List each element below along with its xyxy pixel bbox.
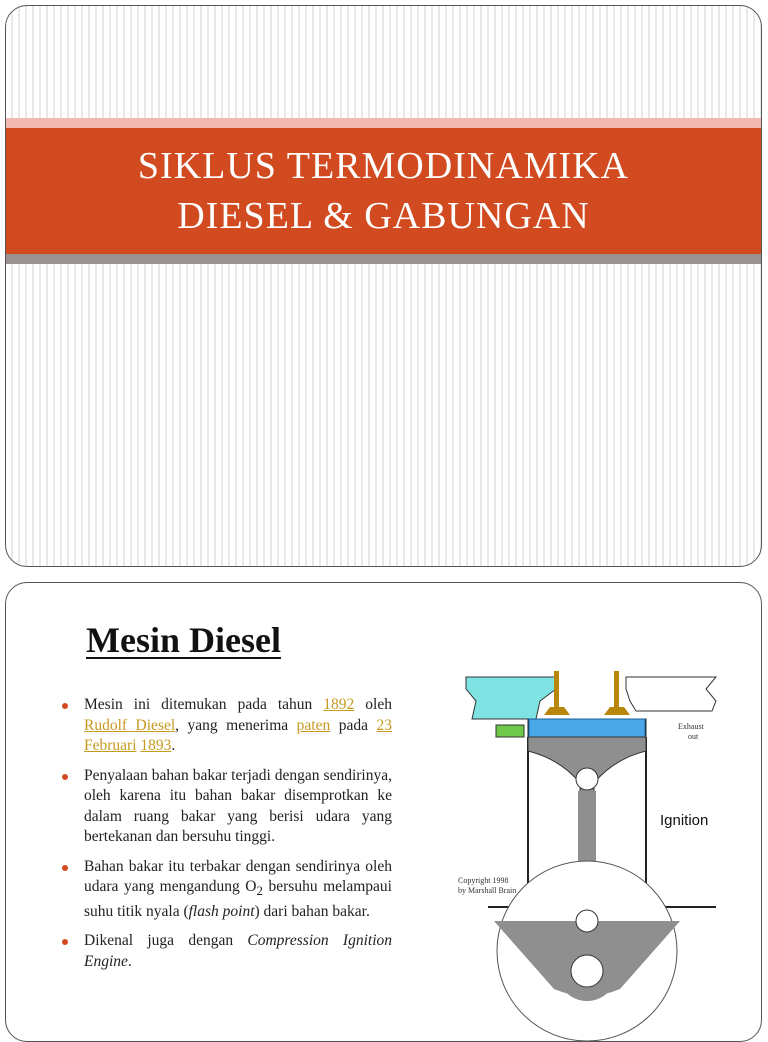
bullet-text: Mesin ini ditemukan pada tahun xyxy=(84,696,324,713)
bullet-text: oleh xyxy=(354,696,392,713)
slide-title-line-1: SIKLUS TERMODINAMIKA xyxy=(137,145,630,187)
accent-bar-top xyxy=(6,118,761,128)
title-slide xyxy=(5,5,762,567)
slide-title-line-2: DIESEL & GABUNGAN xyxy=(177,195,590,237)
content-slide xyxy=(5,582,762,1042)
exhaust-port xyxy=(626,677,716,711)
link-paten[interactable]: paten xyxy=(296,716,331,734)
bullet-text: . xyxy=(171,737,176,754)
bullet-text: Dikenal juga dengan xyxy=(84,932,248,950)
crank-pin xyxy=(576,910,598,932)
bullet-text: ) dari bahan bakar. xyxy=(254,902,370,920)
exhaust-label-out: out xyxy=(688,732,699,741)
bullet-item-3 xyxy=(60,857,392,923)
subscript: 2 xyxy=(256,883,263,899)
bullet-text: bersuhu melampaui suhu titik nyala ( xyxy=(84,878,392,920)
copyright-line-1: Copyright 1998 xyxy=(458,876,509,885)
bullet-item-4 xyxy=(60,931,392,972)
link-rudolf-diesel[interactable]: Rudolf Diesel xyxy=(84,716,176,734)
slide-title xyxy=(138,141,629,241)
intake-port xyxy=(466,677,556,719)
bullet-item-1 xyxy=(60,695,392,757)
slide-heading: Mesin Diesel xyxy=(86,620,281,660)
intake-valve-stem xyxy=(554,671,559,707)
exhaust-label: Exhaust xyxy=(678,722,704,731)
emphasis-term: flash point xyxy=(188,902,255,920)
bullet-list xyxy=(60,695,392,981)
ignition-label: Ignition xyxy=(660,812,709,829)
combustion-chamber xyxy=(529,719,645,737)
link-1893[interactable]: 1893 xyxy=(140,737,172,754)
link-1892[interactable]: 1892 xyxy=(323,696,355,713)
bullet-text: pada xyxy=(330,716,377,734)
bullet-text: , yang menerima xyxy=(175,716,297,734)
exhaust-valve-head xyxy=(604,707,630,715)
intake-valve-head xyxy=(544,707,570,715)
bullet-text: Bahan bakar itu terbakar dengan sendirinya oleh udara yang mengandung O xyxy=(84,857,392,895)
fuel-injector xyxy=(496,725,524,737)
copyright-line-2: by Marshall Brain xyxy=(458,886,517,895)
diesel-engine-diagram xyxy=(444,671,744,1042)
exhaust-valve-stem xyxy=(614,671,619,707)
wrist-pin xyxy=(576,768,598,790)
bullet-item-2: Penyalaan bahan bakar terjadi dengan sendirinya, oleh karena itu bahan bakar disemprotkan ke dalam ruang bakar yang berisi udara yang bertekanan dan bersuhu tinggi. xyxy=(60,766,392,848)
link-23-februari[interactable]: 23 Februari xyxy=(84,716,392,754)
bullet-text: . xyxy=(127,952,132,970)
title-band xyxy=(6,128,761,254)
accent-bar-bottom xyxy=(6,254,761,264)
crank-axle xyxy=(571,955,603,987)
emphasis-term: Compression Ignition Engine xyxy=(84,932,392,970)
